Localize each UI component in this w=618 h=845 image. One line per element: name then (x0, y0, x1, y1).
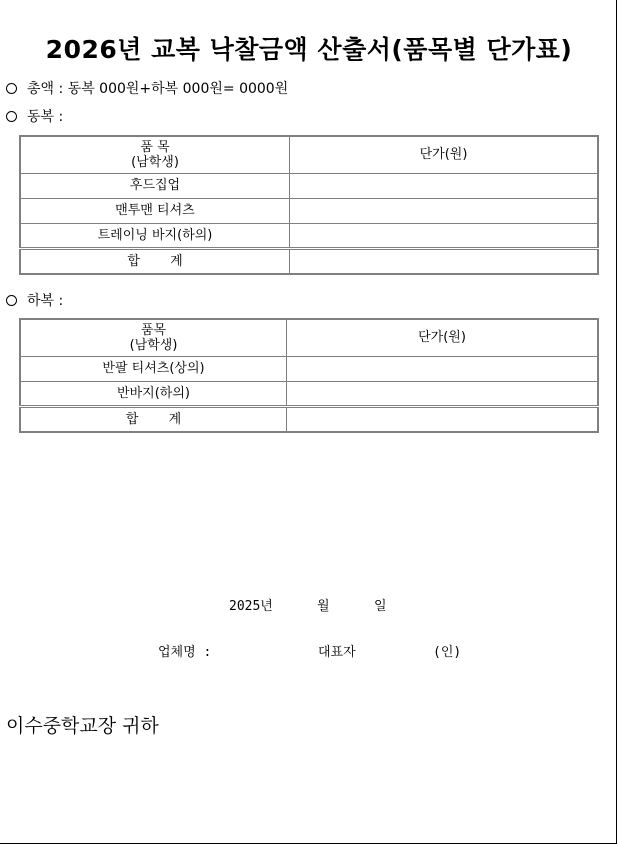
price-header: 단가(원) (290, 136, 599, 173)
summer-section-heading (6, 290, 63, 310)
item-cell: 트레이닝 바지(하의) (20, 223, 290, 248)
total-value: 동복 000원+하복 000원= 0000원 (67, 81, 289, 97)
seal-mark: (인) (433, 645, 462, 660)
circle-bullet-icon (6, 83, 17, 94)
total-price-cell[interactable] (287, 406, 599, 432)
circle-bullet-icon (6, 295, 17, 306)
table-row (20, 198, 598, 223)
item-cell: 후드집업 (20, 173, 290, 198)
document-title: 2026년 교복 낙찰금액 산출서(품목별 단가표) (45, 35, 573, 64)
date-year: 2025년 (229, 599, 273, 614)
item-header (20, 319, 287, 356)
winter-price-table (19, 135, 599, 275)
summer-label: 하복 : (27, 293, 64, 309)
item-header-line2: (남학생) (131, 154, 179, 170)
item-header-line1: 품목 (140, 322, 167, 338)
total-row (20, 248, 598, 274)
winter-label: 동복 : (27, 109, 64, 125)
price-cell[interactable] (287, 381, 599, 406)
price-cell[interactable] (287, 356, 599, 381)
item-header-line1: 품 목 (140, 139, 170, 155)
item-header-line2: (남학생) (129, 337, 178, 353)
item-cell: 반바지(하의) (20, 381, 287, 406)
price-cell[interactable] (290, 173, 599, 198)
closing-recipient: 이수중학교장 귀하 (6, 715, 159, 737)
table-row (20, 173, 598, 198)
total-label-cell: 합 계 (20, 248, 290, 274)
item-cell: 반팔 티셔츠(상의) (20, 356, 287, 381)
total-amount-line (6, 78, 288, 98)
item-header (20, 136, 290, 173)
date-day: 일 (374, 599, 387, 614)
table-row (20, 381, 598, 406)
circle-bullet-icon (6, 111, 17, 122)
winter-section-heading (6, 106, 63, 126)
company-label: 업체명 : (158, 645, 212, 660)
summer-price-table (19, 318, 599, 433)
table-header-row (20, 136, 598, 173)
total-row (20, 406, 598, 432)
price-cell[interactable] (290, 198, 599, 223)
representative-label: 대표자 (318, 645, 356, 660)
price-cell[interactable] (290, 223, 599, 248)
table-row (20, 356, 598, 381)
item-cell: 맨투맨 티셔츠 (20, 198, 290, 223)
table-header-row (20, 319, 598, 356)
date-month: 월 (317, 599, 330, 614)
total-label-cell: 합 계 (20, 406, 287, 432)
total-price-cell[interactable] (290, 248, 599, 274)
table-row (20, 223, 598, 248)
total-label: 총액 : (27, 81, 64, 97)
price-header: 단가(원) (287, 319, 599, 356)
